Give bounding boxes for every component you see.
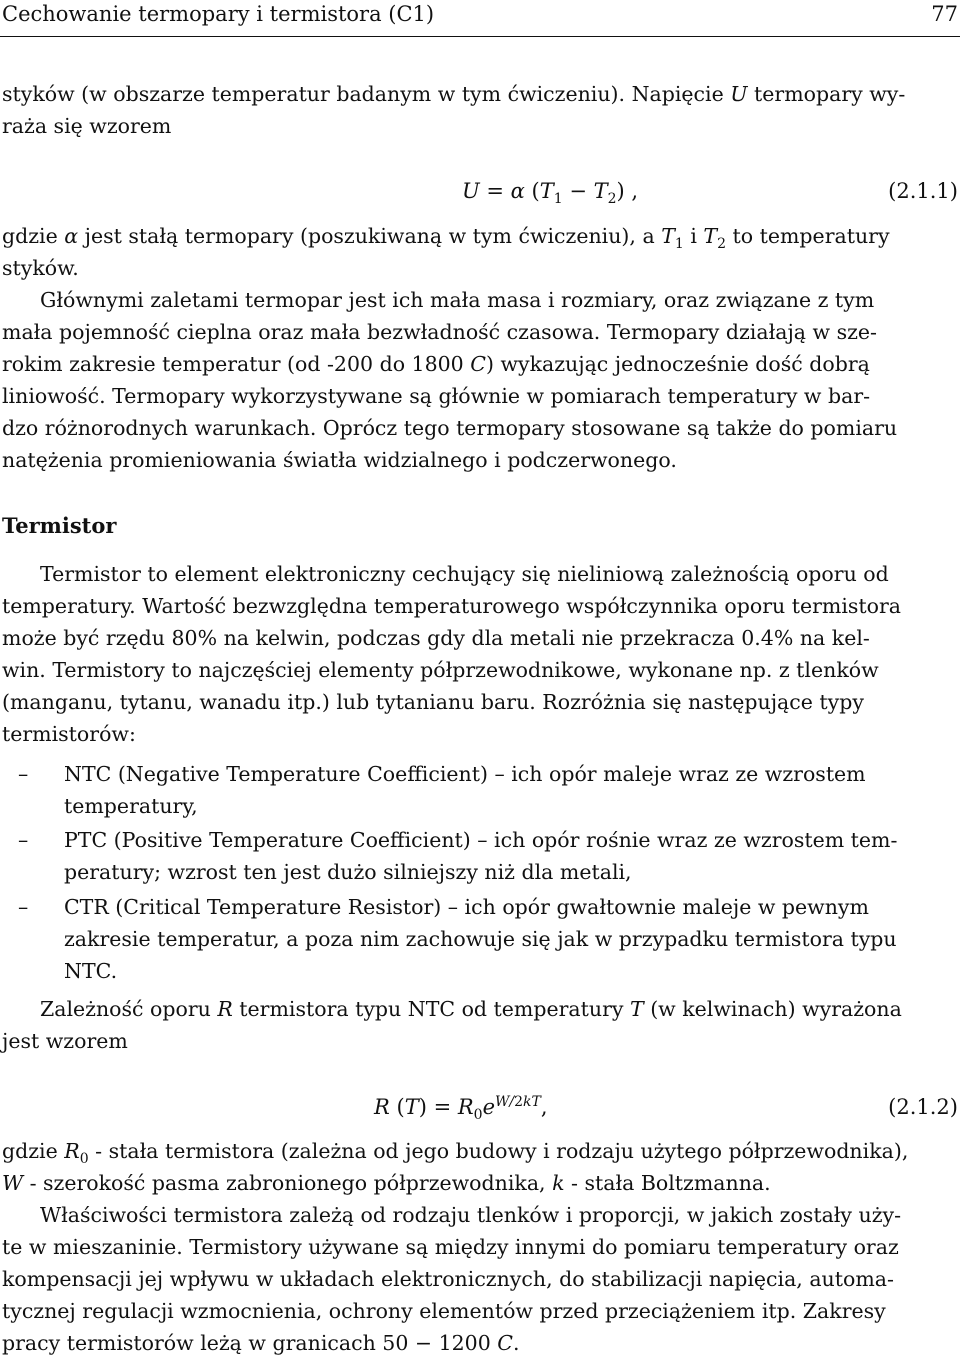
text-line: raża się wzorem xyxy=(2,114,172,138)
section-heading: Termistor xyxy=(2,513,117,538)
list-item-line: peratury; wzrost ten jest dużo silniejszy niż dla metali, xyxy=(64,860,632,884)
text-line: jest wzorem xyxy=(2,1029,128,1053)
text-line: W - szerokość pasma zabronionego półprzewodnika, k - stała Boltzmanna. xyxy=(2,1171,771,1195)
text-line: Zależność oporu R termistora typu NTC od temperatury T (w kelwinach) wyrażona xyxy=(40,997,902,1021)
text-line: temperatury. Wartość bezwzględna temperaturowego współczynnika oporu termistora xyxy=(2,594,902,618)
equation-1: U = α $(T_1 - T_2)$ , xyxy=(462,179,639,207)
text-line: kompensacji jej wpływu w układach elektronicznych, do stabilizacji napięcia, automa- xyxy=(2,1267,894,1291)
running-header xyxy=(0,0,960,37)
equation-1-number: (2.1.1) xyxy=(888,179,958,203)
text-line: gdzie α jest stałą termopary (poszukiwaną w tym ćwiczeniu), a $T_1$ i $T_2$ to temperatury xyxy=(2,224,890,252)
text-line: mała pojemność cieplna oraz mała bezwładność czasowa. Termopary działają w sze- xyxy=(2,320,877,344)
text-line: Właściwości termistora zależą od rodzaju tlenków i proporcji, w jakich zostały uży- xyxy=(40,1203,902,1227)
list-bullet: – xyxy=(18,828,29,852)
text-line: (manganu, tytanu, wanadu itp.) lub tytanianu baru. Rozróżnia się następujące typy xyxy=(2,690,864,714)
list-item-line: NTC. xyxy=(64,959,118,983)
text-line: może być rzędu 80% na kelwin, podczas gdy dla metali nie przekracza 0.4% na kel- xyxy=(2,626,870,650)
text-line: te w mieszaninie. Termistory używane są między innymi do pomiaru temperatury oraz xyxy=(2,1235,899,1259)
text-line: rokim zakresie temperatur (od -200 do 1800 C) wykazując jednocześnie dość dobrą xyxy=(2,352,870,376)
text-line: styków. xyxy=(2,256,79,280)
header-title: Cechowanie termopary i termistora (C1) xyxy=(2,2,435,26)
list-item-line: CTR (Critical Temperature Resistor) – ich opór gwałtownie maleje w pewnym xyxy=(64,895,869,919)
list-item-line: zakresie temperatur, a poza nim zachowuje się jak w przypadku termistora typu xyxy=(64,927,897,951)
text-line: win. Termistory to najczęściej elementy półprzewodnikowe, wykonane np. z tlenków xyxy=(2,658,879,682)
equation-2-number: (2.1.2) xyxy=(888,1095,958,1119)
text-line: liniowość. Termopary wykorzystywane są głównie w pomiarach temperatury w bar- xyxy=(2,384,871,408)
list-item-line: temperatury, xyxy=(64,794,198,818)
list-bullet: – xyxy=(18,895,29,919)
text-line: pracy termistorów leżą w granicach 50 − 1200 C. xyxy=(2,1331,520,1355)
text-line: gdzie $R_0$ - stała termistora (zależna od jego budowy i rodzaju użytego półprzewodnika), xyxy=(2,1139,909,1167)
text-line: styków (w obszarze temperatur badanym w tym ćwiczeniu). Napięcie U termopary wy- xyxy=(2,82,906,106)
text-line: Głównymi zaletami termopar jest ich mała masa i rozmiary, oraz związane z tym xyxy=(40,288,875,312)
list-bullet: – xyxy=(18,762,29,786)
text-line: termistorów: xyxy=(2,722,136,746)
text-line: tycznej regulacji wzmocnienia, ochrony elementów przed przeciążeniem itp. Zakresy xyxy=(2,1299,886,1323)
text-line: Termistor to element elektroniczny cechujący się nieliniową zależnością oporu od xyxy=(40,562,889,586)
page-number: 77 xyxy=(931,2,958,26)
list-item-line: NTC (Negative Temperature Coefficient) – ich opór maleje wraz ze wzrostem xyxy=(64,762,866,786)
text-line: natężenia promieniowania światła widzialnego i podczerwonego. xyxy=(2,448,677,472)
equation-2: R $(T) = R_0e^{W/2kT}$, xyxy=(374,1094,548,1123)
text-line: dzo różnorodnych warunkach. Oprócz tego termopary stosowane są także do pomiaru xyxy=(2,416,898,440)
list-item-line: PTC (Positive Temperature Coefficient) – ich opór rośnie wraz ze wzrostem tem- xyxy=(64,828,898,852)
